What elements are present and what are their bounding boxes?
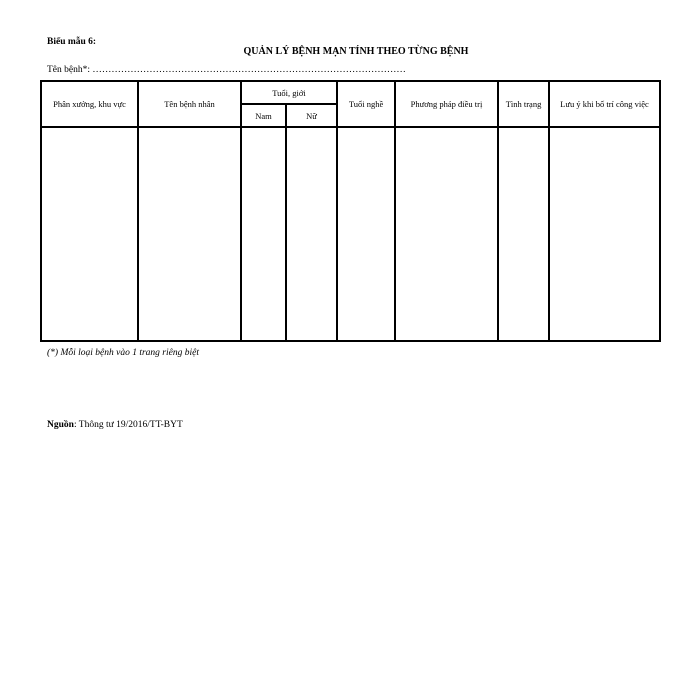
header-treatment: Phương pháp điều trị <box>395 81 498 127</box>
header-status: Tình trạng <box>498 81 549 127</box>
header-female: Nữ <box>286 104 337 127</box>
header-job-note: Lưu ý khi bố trí công việc <box>549 81 660 127</box>
cell-job-note[interactable] <box>549 127 660 341</box>
source-label: Nguồn <box>47 420 74 430</box>
table-header-row <box>41 81 660 104</box>
form-label: Biểu mẫu 6: <box>47 37 97 47</box>
cell-male[interactable] <box>241 127 286 341</box>
cell-female[interactable] <box>286 127 337 341</box>
cell-work-years[interactable] <box>337 127 395 341</box>
footnote: (*) Mỗi loại bệnh vào 1 trang riêng biệt <box>47 348 199 358</box>
disease-name-line <box>47 65 406 75</box>
source-text: : Thông tư 19/2016/TT-BYT <box>73 420 183 430</box>
chronic-disease-table <box>40 80 661 342</box>
disease-name-label: Tên bệnh*: <box>47 65 93 75</box>
header-patient-name: Tên bệnh nhân <box>138 81 241 127</box>
header-area: Phân xưởng, khu vực <box>41 81 138 127</box>
header-age-gender: Tuổi, giới <box>241 81 337 104</box>
header-work-years: Tuổi nghề <box>337 81 395 127</box>
header-male: Nam <box>241 104 286 127</box>
disease-name-dotted-field[interactable]: ……………………………………………………………………………………… <box>92 65 406 75</box>
page-title: QUẢN LÝ BỆNH MẠN TÍNH THEO TỪNG BỆNH <box>243 46 469 57</box>
table-row <box>41 127 660 341</box>
cell-treatment[interactable] <box>395 127 498 341</box>
cell-area[interactable] <box>41 127 138 341</box>
source-note <box>47 420 183 430</box>
cell-patient-name[interactable] <box>138 127 241 341</box>
cell-status[interactable] <box>498 127 549 341</box>
